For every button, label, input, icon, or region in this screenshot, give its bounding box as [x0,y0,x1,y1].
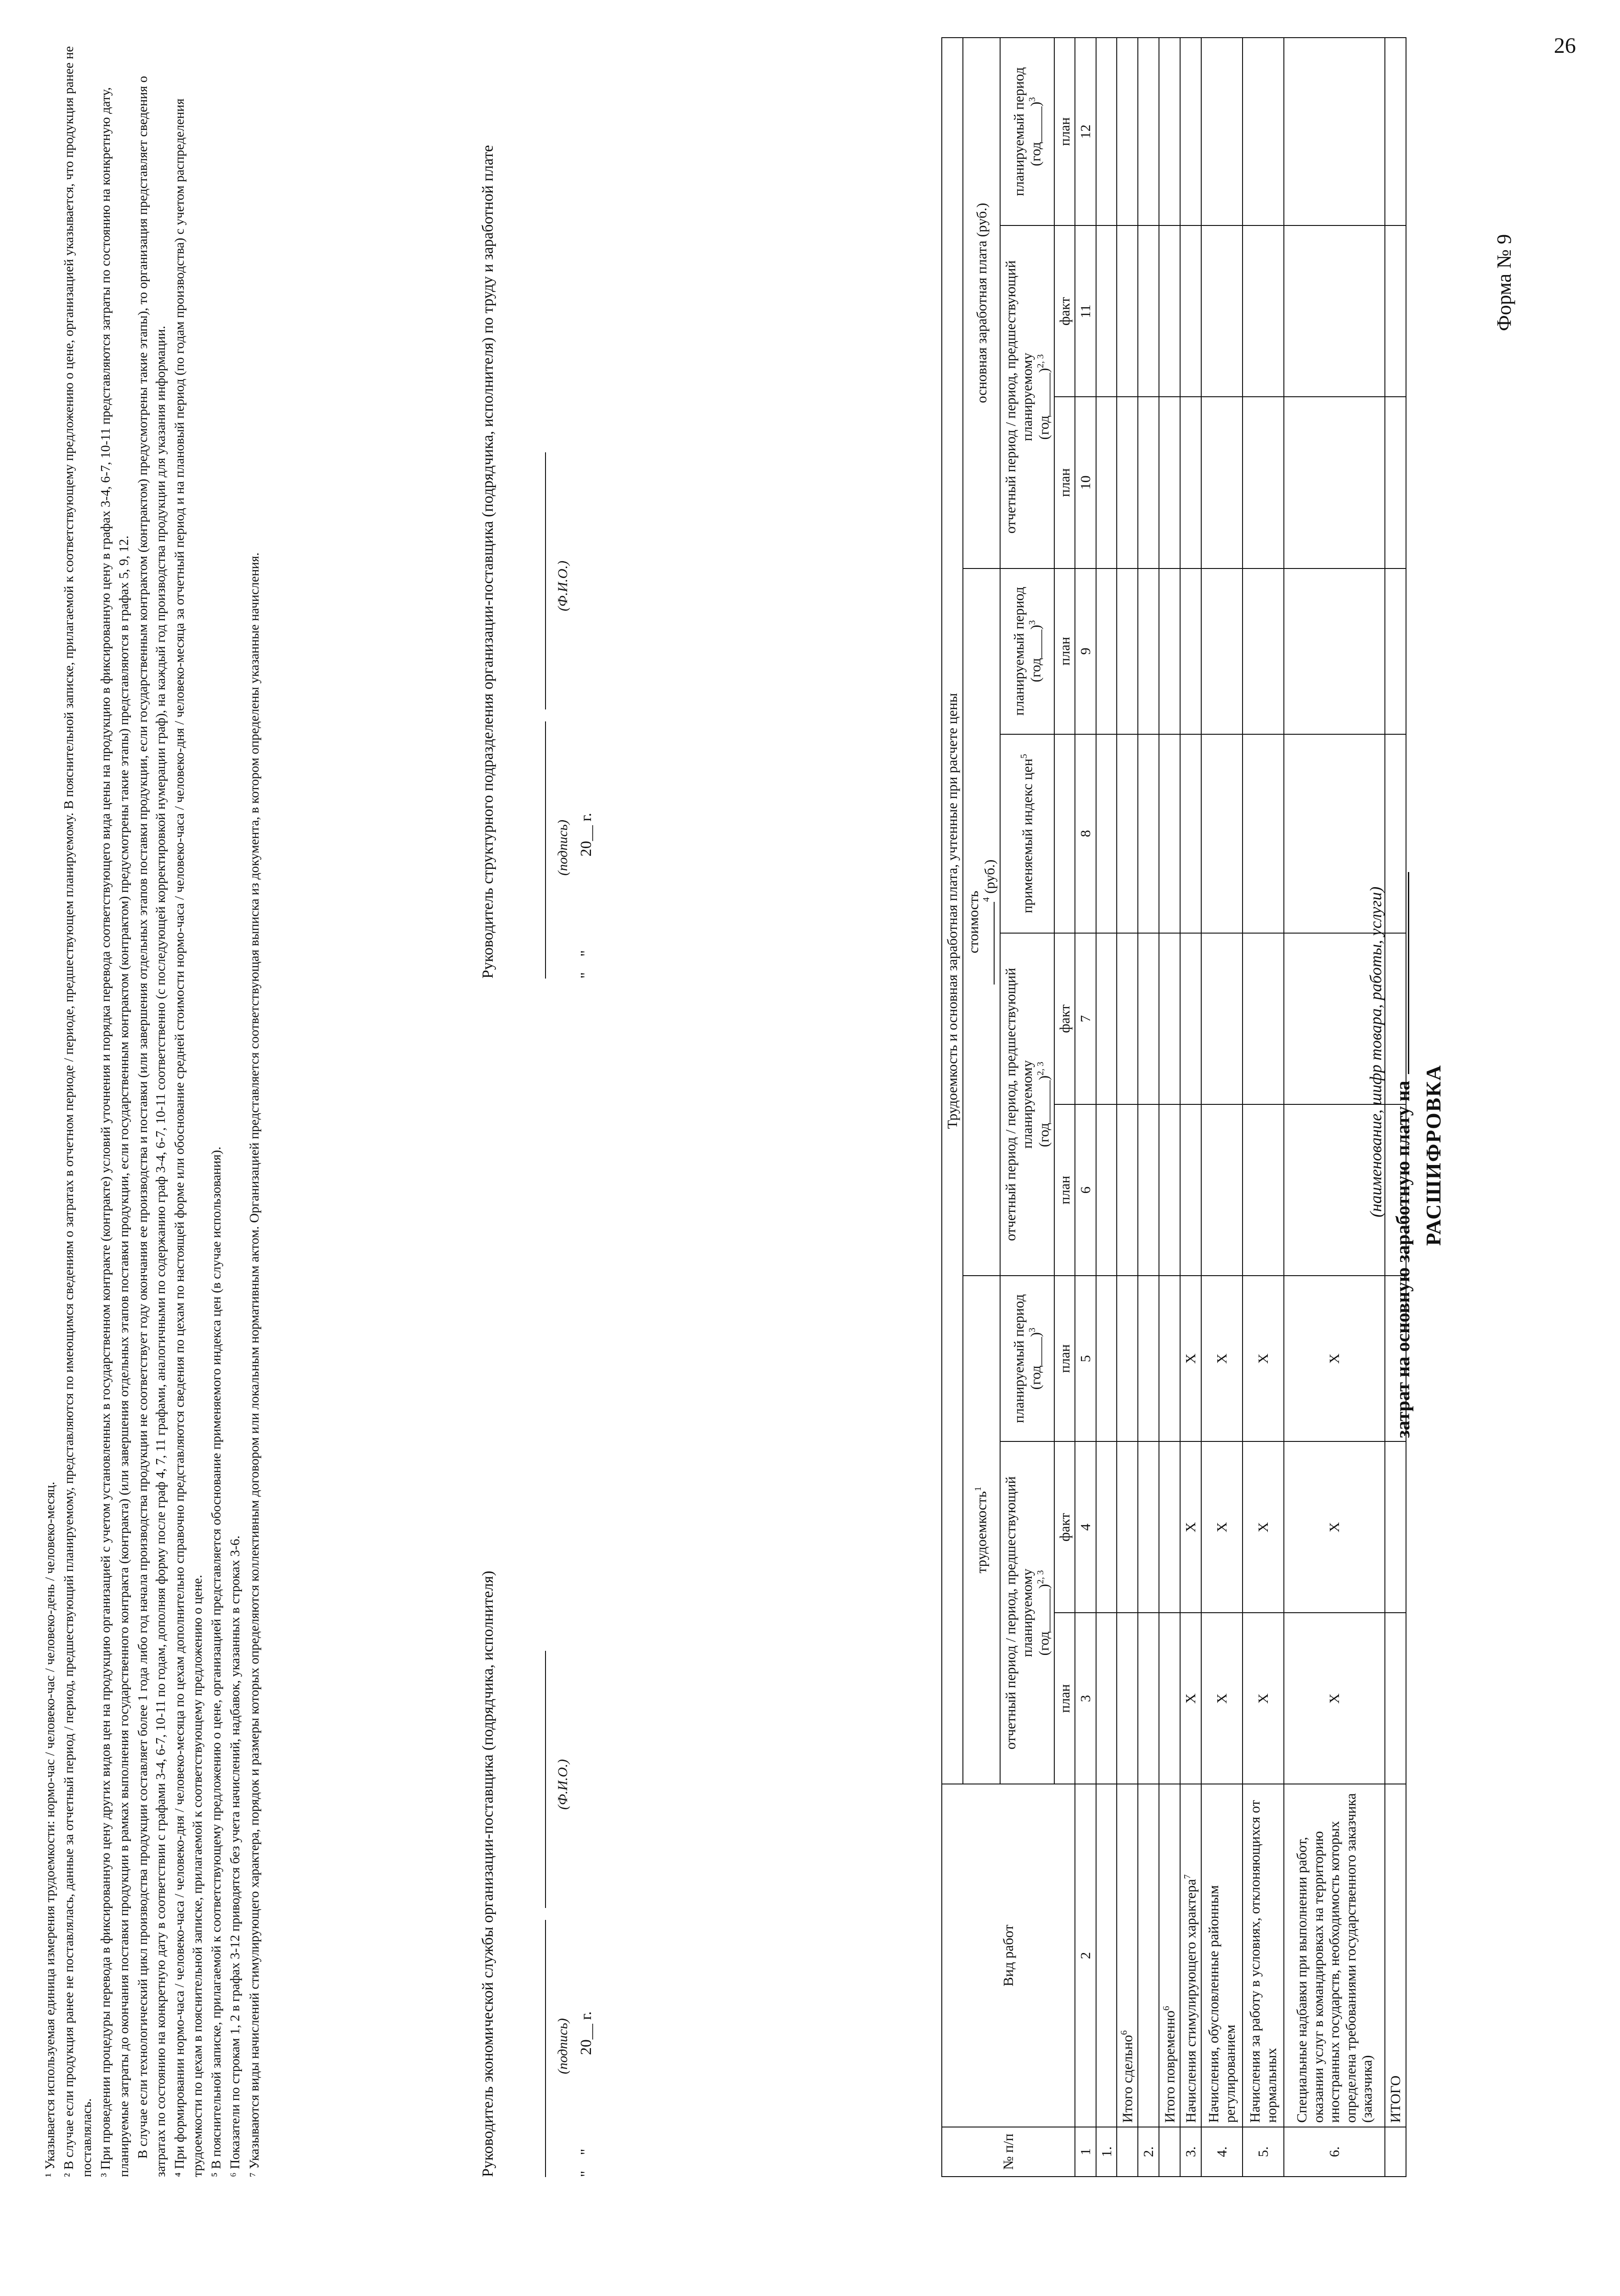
table-row [1201,38,1243,2177]
table-cell [1201,38,1243,225]
table-cell [1284,38,1385,225]
table-cell [1180,933,1201,1104]
table-row [1096,38,1117,2177]
table-cell [1117,38,1138,225]
header-cost-unit: (руб.) [981,859,998,894]
row-number [1385,2127,1406,2177]
footnote-ref: 6 [1161,2006,1172,2011]
table-cell [1138,734,1159,933]
table-cell [1385,1613,1406,1784]
fact-7: факт [1054,933,1075,1104]
table-row [1138,38,1159,2177]
table-cell [1385,933,1406,1104]
form-number: Форма № 9 [1493,234,1515,331]
table-row [1159,38,1180,2177]
table-cell: X [1180,1276,1201,1441]
document-title: РАСШИФРОВКА [1422,1064,1445,1246]
header-cost-report: отчетный период / период, предшествующий планируемому (год______)$^{2, 3}$ [1000,933,1054,1276]
labor-planned-year: (год [1027,1365,1044,1390]
table-cell [1138,1613,1159,1784]
table-cell [1385,1276,1406,1441]
table-cell [1096,933,1117,1104]
plan-5: план [1054,1276,1075,1441]
labor-report-year: (год [1035,1631,1052,1656]
date-line: " " 20__ г. [577,813,595,979]
footnote: ⁶ Показатели по строкам 1, 2 в графах 3-12 приводятся без учета начислений, надбавок, указанных в строках 3-6. [228,1535,243,2177]
table-cell [1159,734,1180,933]
row-number: 4. [1201,2127,1243,2177]
table-cell [1138,1276,1159,1441]
table-cell [1284,397,1385,568]
header-wage-report: отчетный период / период, предшествующий планируемому (год______)$^{2, 3}$ [1000,225,1054,568]
col-num: 12 [1075,38,1096,225]
row-number: 6. [1284,2127,1385,2177]
footnote: ⁷ Указываются виды начислений стимулирующего характера, порядок и размеры которых определяются коллективным договором или локальным нормативным актом. Организацией представляется соответствующая выписка из документа, в котором определены указанные начисления. [247,552,262,2177]
table-cell [1243,397,1284,568]
table-cell [1117,1441,1138,1613]
row-label: Начисления стимулирующего характера$^7$ [1180,1784,1201,2127]
table-cell [1138,38,1159,225]
table-cell [1201,397,1243,568]
col-num: 8 [1075,734,1096,933]
table-row [1284,38,1385,2177]
footnote-ref: 7 [1182,1874,1192,1879]
table-cell: X [1243,1276,1284,1441]
table-row [1385,38,1406,2177]
footnotes [41,28,264,2177]
table-cell [1180,225,1201,397]
table-cell [1117,1276,1138,1441]
table-cell [1201,568,1243,734]
table-row [1243,38,1284,2177]
table-cell: X [1201,1613,1243,1784]
footnote: ³ При проведении процедуры перевода в фиксированную цену других видов цен на продукцию организацией с учетом установленных в государственном контракте (контракте) условий уточнения и порядка перевода соответствующего вида цены на продукцию в фиксированную цену в графах 3-4, 6-7, 10-11 представляются затраты по состоянию на конкретную дату, планируемые затраты до окончания поставки продукции в рамках выполнения государственного контракта (контракта) (или завершения отдельных этапов поставки продукции, если государственным контрактом (контрактом) предусмотрены такие этапы) представляются в графах 5, 9, 12. [98,87,131,2177]
row-number [1159,2127,1180,2177]
table-cell [1385,1441,1406,1613]
plan-6: план [1054,1104,1075,1276]
table-cell [1159,1276,1180,1441]
footnote-ref: 6 [1119,2030,1130,2035]
row-number: 3. [1180,2127,1201,2177]
table-cell [1117,568,1138,734]
footnote: ⁴ При формировании нормо-часа / человеко-часа / человеко-дня / человеко-месяца по цехам дополнительно справочно представляются сведения по цехам по настоящей форме или обоснование средней стоимости нормо-часа / человеко-часа / человеко-дня / человеко-месяца за отчетный период и на плановый период (по годам производства) с учетом распределения трудоемкости по цехам в пояснительной записке, прилагаемой к соответствующему предложению о цене. [172,98,205,2177]
table-cell [1096,568,1117,734]
signature-block-economic [478,1259,597,2177]
header-labor-planned: планируемый период (год____)$^3$ [1000,1276,1054,1441]
table-cell [1180,1104,1201,1276]
col-num: 6 [1075,1104,1096,1276]
table-cell [1243,225,1284,397]
signature-line [531,721,546,979]
table-cell [1180,568,1201,734]
row-label [1138,1784,1159,2127]
col-num: 10 [1075,397,1096,568]
labor-planned-text: планируемый период [1011,1294,1027,1423]
table-cell [1159,397,1180,568]
table-cell: X [1284,1613,1385,1784]
table-cell [1385,734,1406,933]
col-num: 7 [1075,933,1096,1104]
table-cell: X [1243,1613,1284,1784]
col-num: 2 [1075,1784,1096,2127]
page-number: 26 [1554,34,1576,58]
table-cell [1385,1104,1406,1276]
table-cell [1117,734,1138,933]
header-cost: стоимость $^4$ (руб.) [963,568,1001,1276]
header-num: № п/п [942,2127,1075,2177]
date-line: " " 20__ г. [577,2011,595,2177]
name-line [531,1651,546,1908]
table-cell [1385,568,1406,734]
footnote: ² В случае если продукция ранее не поставлялась, данные за отчетный период / период, предшествующий планируемому, представляются по имеющимся сведениям о затратах в отчетном периоде / периоде, предшествующем планируемому. В пояснительной записке, прилагаемой к соответствующему предложению о цене, организацией указывается, что продукция ранее не поставлялась. [62,46,95,2177]
table-cell [1096,397,1117,568]
table-cell: X [1180,1441,1201,1613]
labor-report-text: отчетный период / период, предшествующий планируемому [1002,1476,1035,1750]
col-num: 11 [1075,225,1096,397]
row-label: ИТОГО [1385,1784,1406,2127]
table-cell [1284,734,1385,933]
table-cell [1159,1104,1180,1276]
table-cell [1117,225,1138,397]
signature-hint: (подпись) [555,2018,570,2074]
header-labor-report: отчетный период / период, предшествующий планируемому (год______)$^{2, 3}$ [1000,1441,1054,1784]
col-num: 1 [1075,2127,1096,2177]
table-cell [1138,1104,1159,1276]
plan-12: план [1054,38,1075,225]
table-cell [1180,38,1201,225]
table-cell [1201,734,1243,933]
col-num: 3 [1075,1613,1096,1784]
table-cell [1117,397,1138,568]
plan-10: план [1054,397,1075,568]
table-cell [1243,1104,1284,1276]
table-cell [1117,1104,1138,1276]
table-cell [1201,1104,1243,1276]
fact-11: факт [1054,225,1075,397]
table-cell [1243,933,1284,1104]
wage-report-year: (год [1035,415,1052,440]
table-cell [1180,397,1201,568]
cost-planned-text: планируемый период [1011,586,1027,716]
row-number [1117,2127,1138,2177]
name-hint: (Ф.И.О.) [555,1759,570,1810]
plan-9: план [1054,568,1075,734]
table-cell: X [1180,1613,1201,1784]
table-cell: X [1284,1441,1385,1613]
table-cell [1096,225,1117,397]
table-cell [1096,38,1117,225]
table-cell [1284,933,1385,1104]
wage-planned-year: (год [1027,142,1044,166]
row-label: Специальные надбавки при выполнении работ, оказании услуг в командировках на территорию иностранных государств, необходимость которых определена требованиями государственного заказчика (заказчика) [1284,1784,1385,2127]
table-row [1180,38,1201,2177]
table-cell [1138,397,1159,568]
table-cell [1284,1104,1385,1276]
header-cost-planned: планируемый период (год____)$^3$ [1000,568,1054,734]
table-cell [1243,568,1284,734]
table-body [1096,38,1406,2177]
wage-report-text: отчетный период / период, предшествующий планируемому [1002,260,1035,534]
table-cell [1243,734,1284,933]
table-cell [1138,225,1159,397]
table-cell [1096,1441,1117,1613]
table-cell [1159,38,1180,225]
footnote: ¹ Указывается используемая единица измерения трудоемкости: нормо-час / человеко-час / человеко-день / человеко-месяц. [43,1481,57,2177]
signature-title: Руководитель экономической службы организации-поставщика (подрядчика, исполнителя) [479,1570,496,2177]
col-num: 4 [1075,1441,1096,1613]
wage-breakdown-table [941,37,1406,2177]
table-cell [1159,1441,1180,1613]
row-number: 1. [1096,2127,1117,2177]
table-cell: X [1243,1441,1284,1613]
table-cell [1284,568,1385,734]
row-number: 2. [1138,2127,1159,2177]
table-cell [1284,225,1385,397]
table-cell [1201,933,1243,1104]
table-cell [1096,1613,1117,1784]
subtitle-hint: (наименование, шифр товара, работы, услуги) [1367,886,1385,1217]
row-label: Начисления, обусловленные районным регулированием [1201,1784,1243,2127]
signature-title: Руководитель структурного подразделения организации-поставщика (подрядчика, исполнителя) по труду и заработной плате [479,145,496,979]
table-cell: X [1201,1276,1243,1441]
table-cell [1243,38,1284,225]
table-cell [1159,568,1180,734]
header-group: Трудоемкость и основная заработная плата, учтенные при расчете цены [942,38,963,1784]
column-number-row [1075,38,1096,2177]
table-cell [1385,38,1406,225]
table-cell [1138,568,1159,734]
index-8-blank [1054,734,1075,933]
footnote: В случае если технологический цикл производства продукции составляет более 1 года либо год начала производства продукции не соответствует году окончания ее производства и поставки (или завершения отдельных этапов поставки продукции, если государственным контрактом (контрактом) предусмотрены такие этапы), то организация представляет сведения о затратах по состоянию на конкретную дату в соответствии с графами 3-4, 6-7, 10-11 по годам, дополняя форму после граф 4, 7, 11 графами, аналогичными по содержанию граф 3-4, 6-7, 10-11 соответственно (с последующей корректировкой нумерации граф), на каждый год производства продукции для указания информации. [135,76,168,2177]
wage-planned-text: планируемый период [1011,67,1027,196]
table-cell [1159,225,1180,397]
plan-3: план [1054,1613,1075,1784]
table-cell: X [1284,1276,1385,1441]
table-cell [1117,933,1138,1104]
signature-line [531,1920,546,2177]
col-num: 9 [1075,568,1096,734]
table-cell [1159,933,1180,1104]
subtitle-text: затрат на основную заработную плату на [1393,1080,1414,1438]
row-number: 5. [1243,2127,1284,2177]
index-text: применяемый индекс цен [1019,758,1035,913]
cost-report-year: (год [1035,1123,1052,1148]
table-cell [1096,1104,1117,1276]
header-index: применяемый индекс цен$^5$ [1000,734,1054,933]
table-cell [1138,933,1159,1104]
header-labor-text: трудоемкость [973,1491,990,1574]
table-cell [1180,734,1201,933]
table-cell [1138,1441,1159,1613]
header-cost-text: стоимость [965,890,981,954]
footnote: ⁵ В пояснительной записке, прилагаемой к соответствующему предложению о цене, организацией представляется обоснование применяемого индекса цен (в случае использования). [209,1147,224,2177]
header-labor: трудоемкость$^1$ [963,1276,1001,1784]
table-cell: X [1201,1441,1243,1613]
row-label [1096,1784,1117,2127]
table-cell [1096,1276,1117,1441]
row-label: Итого повременно$^6$ [1159,1784,1180,2127]
table-cell [1159,1613,1180,1784]
header-wage-planned: планируемый период (год_____)$^3$ [1000,38,1054,225]
cost-planned-year: (год [1027,658,1044,682]
row-label: Начисления за работу в условиях, отклоняющихся от нормальных [1243,1784,1284,2127]
header-kind: Вид работ [942,1784,1075,2127]
cost-report-text: отчетный период / период, предшествующий планируемому [1002,968,1035,1241]
signature-block-labor [478,60,597,979]
signature-hint: (подпись) [555,820,570,876]
table-cell [1201,225,1243,397]
table-row [1117,38,1138,2177]
table-cell [1117,1613,1138,1784]
header-wage: основная заработная плата (руб.) [963,38,1001,568]
fact-4: факт [1054,1441,1075,1613]
name-hint: (Ф.И.О.) [555,561,570,611]
name-line [531,453,546,710]
col-num: 5 [1075,1276,1096,1441]
table-cell [1385,225,1406,397]
table-cell [1096,734,1117,933]
table-cell [1385,397,1406,568]
row-label: Итого сдельно$^6$ [1117,1784,1138,2127]
